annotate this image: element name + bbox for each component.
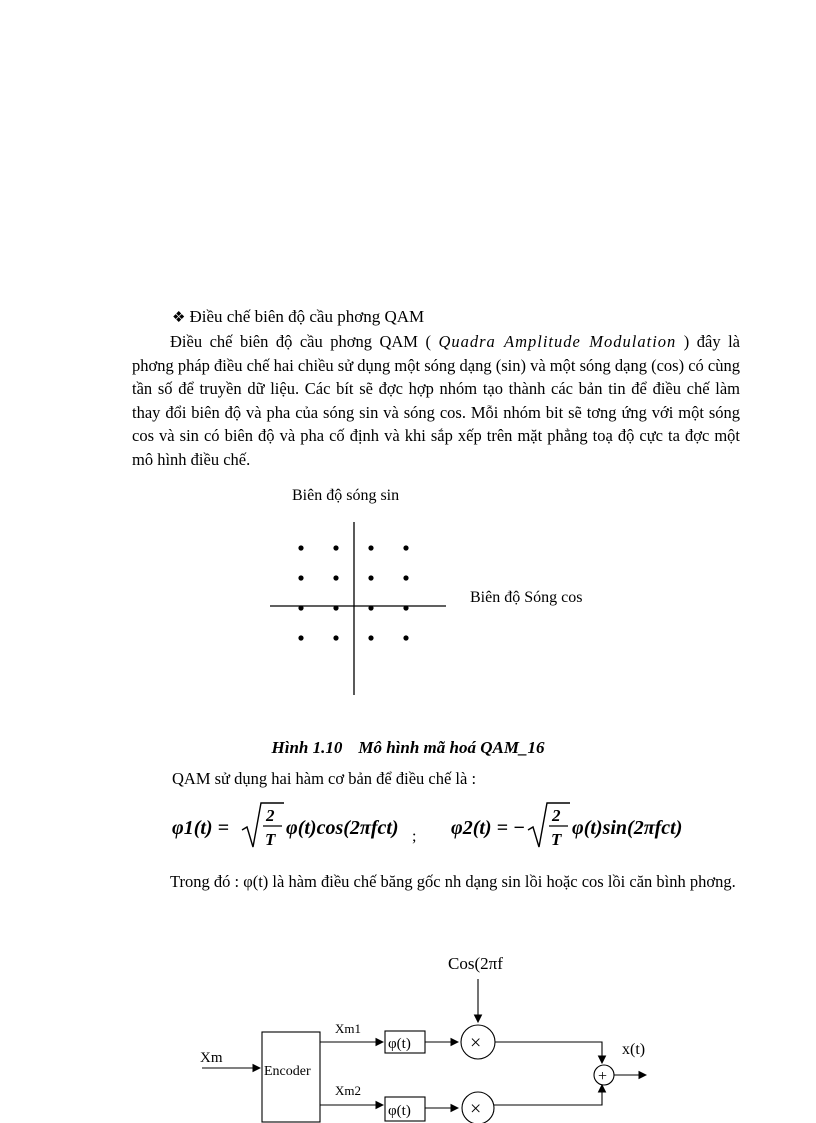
multiplier1-symbol: × (470, 1032, 482, 1054)
adder-symbol: + (598, 1068, 608, 1085)
section-heading-text: Điều chế biên độ cầu phơng QAM (189, 307, 425, 326)
phi-explanation-paragraph: Trong đó : φ(t) là hàm điều chế băng gốc nh dạng sin lồi hoặc cos lồi căn bình phơng. (170, 872, 736, 891)
constellation-point (333, 635, 338, 640)
section-heading (172, 306, 424, 329)
paragraph1-start: Điều chế biên độ cầu phơng QAM ( (170, 332, 439, 351)
mult2-to-adder-line (494, 1085, 602, 1105)
intro-line: QAM sử dụng hai hàm cơ bản để điều chế là : (172, 769, 477, 788)
constellation-point (298, 635, 303, 640)
constellation-point (403, 545, 408, 550)
phi1-lhs: φ1(t) = (172, 817, 229, 839)
constellation-point (298, 545, 303, 550)
constellation-point (368, 605, 373, 610)
branch2-label: Xm2 (335, 1083, 361, 1098)
carrier-label: Cos(2πf (448, 954, 503, 973)
y-axis-label: Biên độ sóng sin (292, 487, 400, 504)
sqrt-symbol-1 (242, 803, 284, 847)
constellation-point (333, 545, 338, 550)
filter1-label: φ(t) (388, 1036, 411, 1052)
paragraph1-italic-term: Quadra Amplitude Modulation (438, 332, 677, 351)
qam16-constellation-diagram (260, 480, 620, 705)
figure-title: Mô hình mã hoá QAM_16 (358, 738, 545, 757)
filter2-label: φ(t) (388, 1103, 411, 1119)
diamond-bullet-icon: ❖ (172, 310, 186, 326)
phi2-rhs: φ(t)sin(2πfct) (572, 817, 683, 839)
constellation-point (403, 575, 408, 580)
frac1-denominator: T (265, 830, 276, 849)
figure-number: Hình 1.10 (271, 738, 343, 757)
constellation-point (368, 575, 373, 580)
constellation-point (403, 605, 408, 610)
phi1-rhs: φ(t)cos(2πfct) (286, 817, 399, 839)
paragraph1-rest: ) đây là phơng pháp điều chế hai chiều sử dụng một sóng dạng (sin) và một sóng dạng (cos) có cùng tần số để truyền dữ liệu. Các bít sẽ đợc hợp nhóm tạo thành các bản tin để điều chế làm thay đổi biên độ và pha của sóng sin và sóng cos. Mỗi nhóm bit sẽ tơng ứng với một sóng cos và sin có biên độ và pha cố định và khi sắp xếp trên mặt phẳng toạ độ cực ta đợc một mô hình điều chế. (132, 332, 741, 469)
qam-modulator-block-diagram (190, 945, 670, 1123)
mult1-to-adder-line (495, 1042, 602, 1063)
formula-separator: ; (412, 828, 417, 845)
x-axis-label: Biên độ Sóng cos (470, 589, 583, 606)
branch1-label: Xm1 (335, 1021, 361, 1036)
constellation-point (298, 605, 303, 610)
phi2-lhs: φ2(t) = − (451, 817, 526, 839)
input-label: Xm (200, 1050, 223, 1066)
sqrt-symbol-2 (528, 803, 570, 847)
frac2-denominator: T (551, 830, 562, 849)
constellation-point (403, 635, 408, 640)
frac2-numerator: 2 (552, 806, 561, 825)
output-label: x(t) (622, 1041, 646, 1058)
qam-description-paragraph (132, 330, 740, 471)
basis-functions-formula (160, 797, 720, 859)
constellation-point (333, 605, 338, 610)
constellation-point (368, 545, 373, 550)
multiplier2-symbol: × (470, 1098, 482, 1120)
encoder-label: Encoder (264, 1064, 311, 1079)
constellation-point (368, 635, 373, 640)
constellation-point (333, 575, 338, 580)
figure-caption (0, 738, 816, 758)
constellation-point (298, 575, 303, 580)
frac1-numerator: 2 (266, 806, 275, 825)
